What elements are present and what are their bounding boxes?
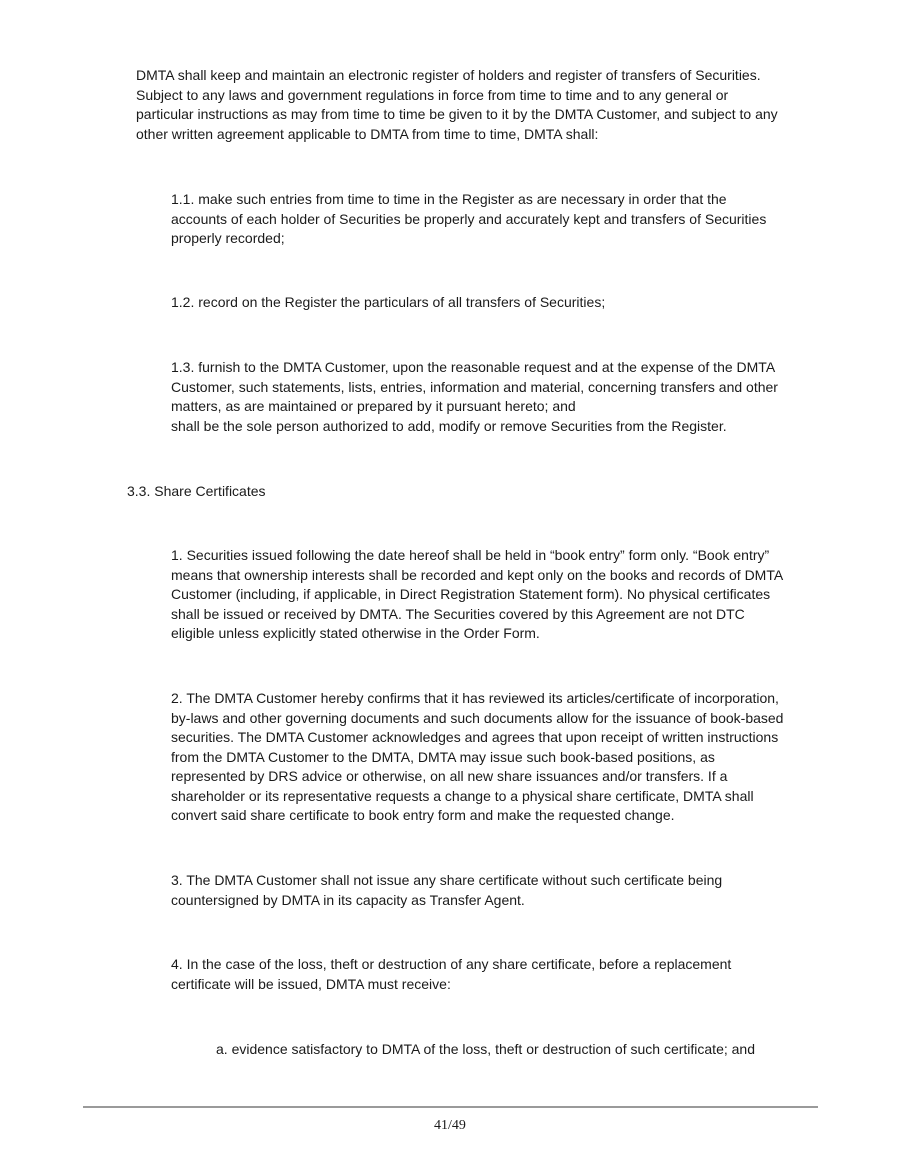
text-line: DMTA shall keep and maintain an electronic register of holders and register of transfers of Securities. (136, 67, 761, 83)
page-number: 41/49 (434, 1118, 466, 1133)
item-3 (171, 871, 722, 910)
item-4a (216, 1040, 755, 1060)
text-line: 3. The DMTA Customer shall not issue any share certificate without such certificate being (171, 872, 723, 888)
text-line: shareholder or its representative requests a change to a physical share certificate, DMTA shall (171, 787, 754, 804)
text-line: from the DMTA Customer to the DMTA, DMTA may issue such book-based positions, as (171, 748, 715, 765)
text-line: Customer, such statements, lists, entries, information and material, concerning transfers and other (171, 378, 778, 395)
text-line: accounts of each holder of Securities be properly and accurately kept and transfers of Securities (171, 210, 767, 227)
intro-paragraph (136, 66, 778, 144)
text-line: a. evidence satisfactory to DMTA of the loss, theft or destruction of such certificate; and (216, 1041, 755, 1057)
clause-1-2 (171, 293, 605, 313)
text-line: represented by DRS advice or otherwise, on all new share issuances and/or transfers. If a (171, 768, 728, 784)
text-line: Customer (including, if applicable, in Direct Registration Statement form). No physical certificates (171, 586, 771, 602)
text-line: particular instructions as may from time to time be given to it by the DMTA Customer, and subject to any (136, 106, 778, 122)
text-line: convert said share certificate to book entry form and make the requested change. (171, 807, 675, 823)
text-line: 1.2. record on the Register the particulars of all transfers of Securities; (171, 294, 606, 310)
text-line: other written agreement applicable to DMTA from time to time, DMTA shall: (136, 125, 599, 142)
text-line: 1.3. furnish to the DMTA Customer, upon the reasonable request and at the expense of the DMTA (171, 359, 776, 375)
item-4 (171, 955, 731, 994)
text-line: shall be the sole person authorized to add, modify or remove Securities from the Register. (171, 417, 727, 434)
text-line: 2. The DMTA Customer hereby confirms that it has reviewed its articles/certificate of incorporation, (171, 690, 779, 706)
text-line: securities. The DMTA Customer acknowledges and agrees that upon receipt of written instructions (171, 729, 779, 745)
footer-divider (83, 1106, 818, 1108)
section-heading-text: 3.3. Share Certificates (127, 483, 266, 499)
text-line: properly recorded; (171, 230, 285, 246)
clause-1-3 (171, 358, 778, 436)
text-line: certificate will be issued, DMTA must receive: (171, 975, 451, 992)
text-line: 4. In the case of the loss, theft or destruction of any share certificate, before a replacement (171, 956, 732, 972)
item-2 (171, 689, 783, 826)
text-line: 1.1. make such entries from time to time in the Register as are necessary in order that the (171, 191, 727, 207)
clause-1-1 (171, 190, 766, 249)
text-line: 1. Securities issued following the date hereof shall be held in “book entry” form only. “Book entry” (171, 547, 770, 563)
item-1 (171, 546, 783, 644)
text-line: Subject to any laws and government regulations in force from time to time and to any general or (136, 86, 729, 103)
section-heading-share-certificates (127, 482, 266, 502)
text-line: by-laws and other governing documents and such documents allow for the issuance of book-based (171, 709, 784, 726)
text-line: countersigned by DMTA in its capacity as Transfer Agent. (171, 891, 525, 908)
text-line: eligible unless explicitly stated otherwise in the Order Form. (171, 625, 540, 641)
text-line: means that ownership interests shall be recorded and kept only on the books and records of DMTA (171, 566, 784, 583)
text-line: matters, as are maintained or prepared by it pursuant hereto; and (171, 398, 576, 414)
text-line: shall be issued or received by DMTA. The Securities covered by this Agreement are not DTC (171, 605, 745, 622)
